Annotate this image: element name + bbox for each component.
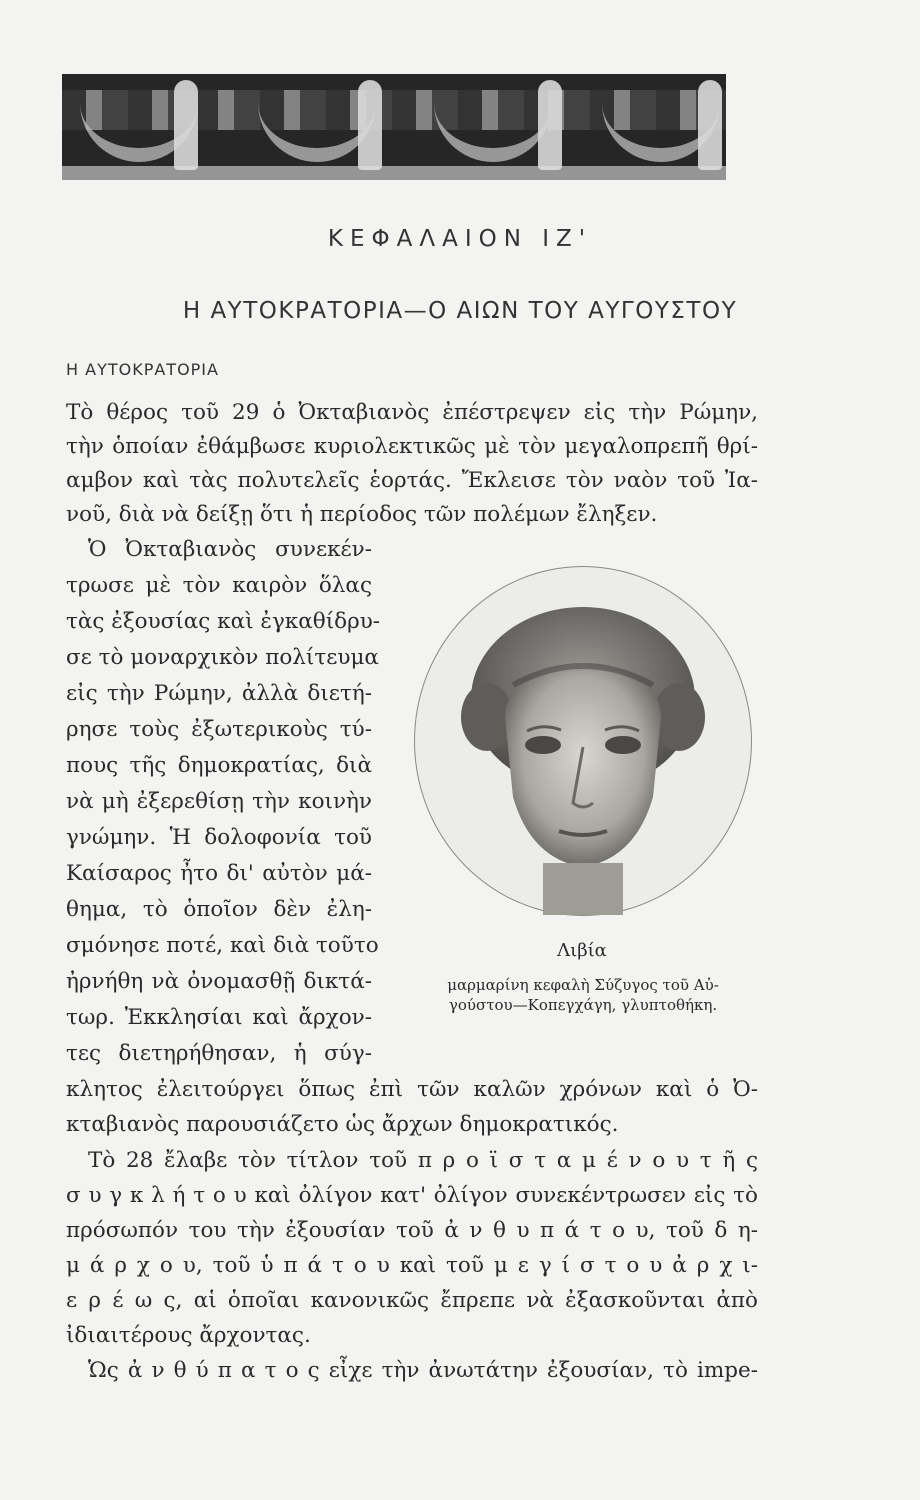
text-line: μ ά ρ χ ο υ, τοῦ ὑ π ά τ ο υ καὶ τοῦ μ ε γ ί σ τ ο υ ἀ ρ χ ι- — [66, 1253, 758, 1278]
text-line: πρόσωπόν του τὴν ἐξουσίαν τοῦ ἀ ν θ υ π ά τ ο υ, τοῦ δ η- — [66, 1218, 758, 1243]
text-line: νοῦ, διὰ νὰ δείξῃ ὅτι ἡ περίοδος τῶν πολέμων ἔληξεν. — [66, 502, 658, 527]
text-line: εἰς τὴν Ρώμην, ἀλλὰ διετή- — [66, 681, 372, 706]
text-line: Καίσαρος ἦτο δι' αὐτὸν μά- — [66, 861, 372, 886]
figure-caption: μαρμαρίνη κεφαλὴ Σύζυγος τοῦ Αὐ- — [447, 976, 719, 994]
text-line: Ὁ Ὀκταβιανὸς συνεκέν- — [88, 537, 372, 562]
text-line: γνώμην. Ἡ δολοφονία τοῦ — [66, 825, 372, 850]
section-heading: Η ΑΥΤΟΚΡΑΤΟΡΙΑ — [66, 360, 219, 379]
text-line: τρωσε μὲ τὸν καιρὸν ὅλας — [66, 573, 372, 598]
text-line: θημα, τὸ ὁποῖον δὲν ἐλη- — [66, 897, 372, 922]
text-line: σε τὸ μοναρχικὸν πολίτευμα — [66, 645, 379, 670]
text-line: τωρ. Ἐκκλησίαι καὶ ἄρχον- — [66, 1005, 372, 1030]
text-line: Τὸ θέρος τοῦ 29 ὁ Ὀκταβιανὸς ἐπέστρεψεν εἰς τὴν Ρώμην, — [66, 400, 758, 425]
chapter-title: Η ΑΥΤΟΚΡΑΤΟΡΙΑ—Ο ΑΙΩΝ ΤΟΥ ΑΥΓΟΥΣΤΟΥ — [182, 298, 738, 324]
marble-head-image — [415, 567, 751, 915]
text-line: τὴν ὁποίαν ἐθάμβωσε κυριολεκτικῶς μὲ τὸν μεγαλοπρεπῆ θρί- — [66, 434, 758, 459]
text-line: σ υ γ κ λ ή τ ο υ καὶ ὀλίγον κατ' ὀλίγον συνεκέντρωσεν εἰς τὸ — [66, 1183, 758, 1208]
text-line: τὰς ἐξουσίας καὶ ἐγκαθίδρυ- — [66, 609, 381, 634]
decorative-frieze — [62, 74, 726, 180]
text-line: τες διετηρήθησαν, ἡ σύγ- — [66, 1041, 372, 1066]
text-line: ἰδιαιτέρους ἄρχοντας. — [66, 1323, 311, 1348]
text-line: Τὸ 28 ἔλαβε τὸν τίτλον τοῦ π ρ ο ϊ σ τ α μ έ ν ο υ τ ῆ ς — [88, 1148, 758, 1173]
chapter-heading: ΚΕΦΑΛΑΙΟΝ ΙΖ' — [327, 226, 593, 252]
text-line: πους τῆς δημοκρατίας, διὰ — [66, 753, 372, 778]
text-line: αμβον καὶ τὰς πολυτελεῖς ἑορτάς. Ἔκλεισε τὸν ναὸν τοῦ Ἰα- — [66, 468, 758, 493]
text-line: κλητος ἐλειτούργει ὅπως ἐπὶ τῶν καλῶν χρόνων καὶ ὁ Ὀ- — [66, 1077, 758, 1102]
text-line: ρησε τοὺς ἐξωτερικοὺς τύ- — [66, 717, 372, 742]
text-line: ε ρ έ ω ς, αἱ ὁποῖαι κανονικῶς ἔπρεπε νὰ ἐξασκοῦνται ἀπὸ — [66, 1288, 758, 1313]
text-line: κταβιανὸς παρουσιάζετο ὡς ἄρχων δημοκρατικός. — [66, 1112, 619, 1137]
portrait-medallion — [414, 566, 752, 916]
text-line: σμόνησε ποτέ, καὶ διὰ τοῦτο — [66, 933, 379, 958]
text-line: νὰ μὴ ἐξερεθίσῃ τὴν κοινὴν — [66, 789, 372, 814]
text-line: Ὡς ἀ ν θ ύ π α τ ο ς εἶχε τὴν ἀνωτάτην ἐξουσίαν, τὸ impe- — [88, 1358, 758, 1383]
figure-name: Λιβία — [557, 940, 607, 961]
figure-caption: γούστου—Κοπεγχάγη, γλυπτοθήκη. — [448, 996, 718, 1014]
text-line: ἠρνήθη νὰ ὀνομασθῇ δικτά- — [66, 969, 372, 994]
